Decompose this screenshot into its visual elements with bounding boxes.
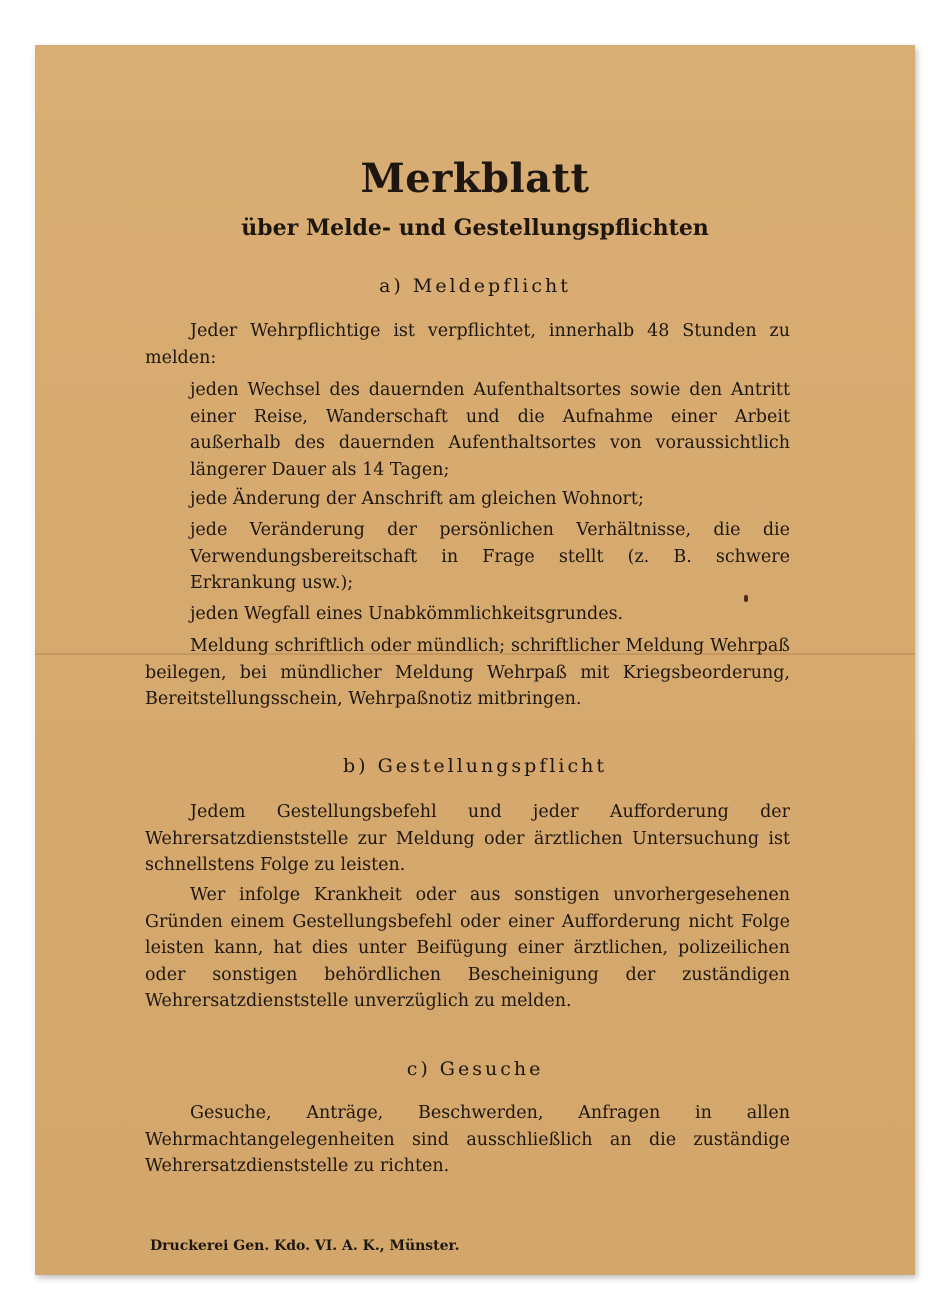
- section-c-heading: c) Gesuche: [406, 1058, 544, 1080]
- section-b-heading: b) Gestellungspflicht: [342, 755, 608, 777]
- section-a-closing: Meldung schriftlich oder mündlich; schriftlicher Meldung Wehrpaß beilegen, bei mündlicher Meldung Wehrpaß mit Kriegsbeorderung, Bereitstellungsschein, Wehrpaßnotiz mitbringen.: [145, 636, 790, 709]
- document-subtitle: über Melde- und Gestellungspflichten: [241, 215, 709, 241]
- section-a-intro: Jeder Wehrpflichtige ist verpflichtet, innerhalb 48 Stunden zu melden:: [145, 321, 790, 368]
- section-b-para-1: Jedem Gestellungsbefehl und jeder Aufforderung der Wehrersatzdienststelle zur Meldung oder ärztlichen Untersuchung ist schnellstens Folge zu leisten.: [145, 802, 790, 875]
- document-title: Merkblatt: [360, 155, 590, 202]
- section-a-item-3: jede Veränderung der persönlichen Verhältnisse, die die Verwendungsbereitschaft in Frage stellt (z. B. schwere Erkrankung usw.);: [190, 520, 790, 593]
- section-a-item-1: jeden Wechsel des dauernden Aufenthaltsortes sowie den Antritt einer Reise, Wanderschaft und die Aufnahme einer Arbeit außerhalb des dauernden Aufenthaltsortes von voraussichtlich längerer Dauer als 14 Tagen;: [190, 380, 790, 480]
- printer-imprint: Druckerei Gen. Kdo. VI. A. K., Münster.: [150, 1238, 460, 1254]
- section-b-para-2: Wer infolge Krankheit oder aus sonstigen unvorhergesehenen Gründen einem Gestellungsbefehl oder einer Aufforderung nicht Folge leisten kann, hat dies unter Beifügung einer ärztlichen, polizeilichen oder sonstigen behördlichen Bescheinigung der zuständigen Wehrersatzdienststelle unverzüglich zu melden.: [145, 885, 790, 1011]
- section-a-heading: a) Meldepflicht: [379, 275, 571, 297]
- section-a-item-4: jeden Wegfall eines Unabkömmlichkeitsgrundes.: [190, 604, 624, 624]
- section-a-item-2: jede Änderung der Anschrift am gleichen Wohnort;: [190, 489, 644, 509]
- document-sheet: [35, 45, 915, 1275]
- section-c-para-1: Gesuche, Anträge, Beschwerden, Anfragen in allen Wehrmachtangelegenheiten sind ausschließlich an die zuständige Wehrersatzdienststelle zu richten.: [145, 1103, 790, 1176]
